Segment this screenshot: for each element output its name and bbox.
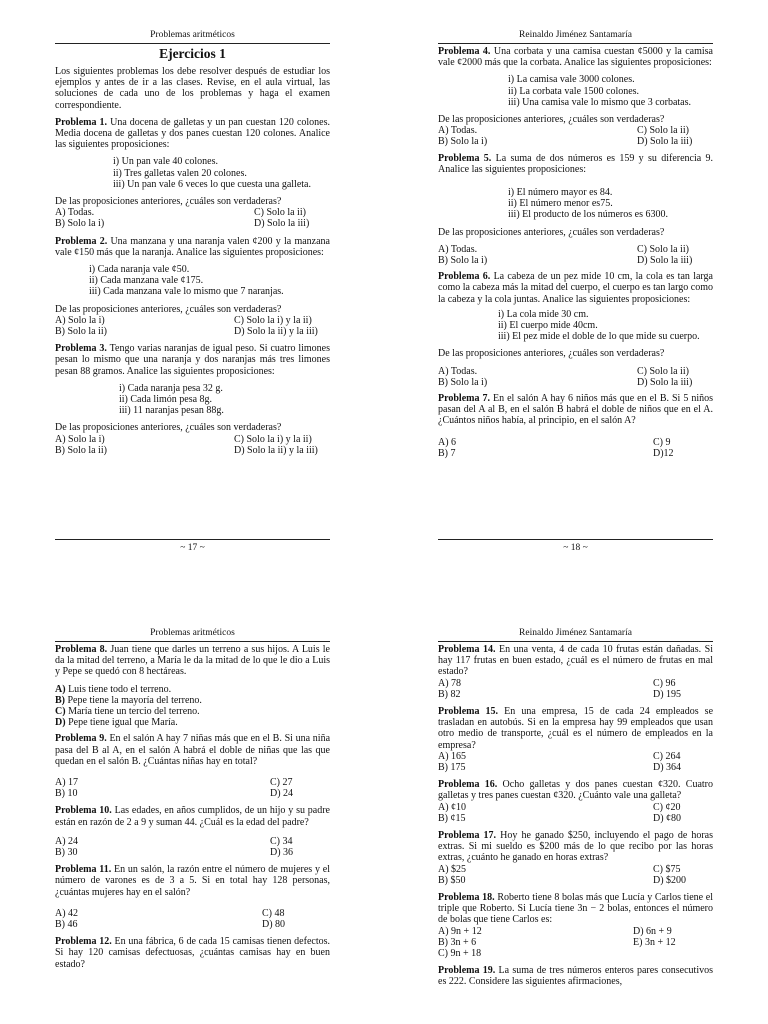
page-header: Reinaldo Jiménez Santamaría bbox=[438, 30, 713, 44]
question-text: De las proposiciones anteriores, ¿cuáles son verdaderas? bbox=[55, 303, 282, 315]
answer-options: A) ¢10 C) ¢20 B) ¢15 D) ¢80 bbox=[438, 801, 682, 824]
problem-18: Problema 18. Roberto tiene 8 bolas más que Lucía y Carlos tiene el triple que Roberto. Si Lucía tiene 3n − 2 bolas, entonces el número de bolas que tiene Carlos es: bbox=[438, 892, 713, 926]
answer-options: A) Todas. C) Solo la ii) B) Solo la i) D) Solo la iii) bbox=[438, 125, 693, 148]
page-number: ~ 17 ~ bbox=[55, 539, 330, 554]
problem-19: Problema 19. La suma de tres números enteros pares consecutivos es 222. Considere las siguientes afirmaciones, bbox=[438, 965, 713, 988]
problem-7: Problema 7. En el salón A hay 6 niños más que en el B. Si 5 niños pasan del A al B, en el salón B habrá el doble de niños que en el A. ¿Cuántos niños había, al principio, en el salón A? bbox=[438, 393, 713, 427]
problem-14: Problema 14. En una venta, 4 de cada 10 frutas están dañadas. Si hay 117 frutas en buen estado, ¿cuál es el número de frutas en mal estado? bbox=[438, 644, 713, 678]
answer-options: A) Todas. C) Solo la ii) B) Solo la i) D) Solo la iii) bbox=[55, 207, 310, 230]
answer-options: A) 9n + 12 D) 6n + 9 B) 3n + 6 E) 3n + 12 C) 9n + 18 bbox=[438, 925, 676, 960]
propositions: i) Cada naranja vale ¢50. ii) Cada manzana vale ¢175. iii) Cada manzana vale lo mismo que 7 naranjas. bbox=[89, 264, 284, 298]
page-19 bbox=[55, 628, 330, 1024]
problem-3: Problema 3. Tengo varias naranjas de igual peso. Si cuatro limones pesan lo mismo que una naranja y dos naranjas más tres limones pesan 88 gramos. Analice las siguientes proposiciones: bbox=[55, 343, 331, 377]
answer-options: A) $25 C) $75 B) $50 D) $200 bbox=[438, 863, 687, 886]
problem-2: Problema 2. Una manzana y una naranja valen ¢200 y la manzana vale ¢150 más que la naranja. Analice las siguientes proposiciones: bbox=[55, 235, 330, 258]
answer-options: A) Solo la i) C) Solo la i) y la ii) B) Solo la ii) D) Solo la ii) y la iii) bbox=[55, 433, 318, 456]
page-header: Reinaldo Jiménez Santamaría bbox=[438, 628, 713, 642]
answer-options: A) 24 C) 34 B) 30 D) 36 bbox=[55, 835, 294, 859]
problem-6: Problema 6. La cabeza de un pez mide 10 cm, la cola es tan larga como la cabeza más la mitad del cuerpo, el cuerpo es tan largo como la cabeza y la cola juntas. Analice las siguientes proposiciones: bbox=[438, 271, 713, 305]
page-18 bbox=[438, 30, 713, 560]
answer-options: A) 6 C) 9 B) 7 D)12 bbox=[438, 436, 674, 459]
propositions: i) Un pan vale 40 colones. ii) Tres galletas valen 20 colones. iii) Un pan vale 6 veces lo que cuesta una galleta. bbox=[113, 156, 311, 190]
answer-options: A) Luis tiene todo el terreno. B) Pepe tiene la mayoría del terreno. C) María tiene un tercio del terreno. D) Pepe tiene igual que María. bbox=[55, 683, 202, 729]
problem-11: Problema 11. En un salón, la razón entre el número de mujeres y el número de varones es de 3 a 5. Si en total hay 128 personas, ¿cuántas mujeres hay en el salón? bbox=[55, 864, 330, 898]
answer-options: A) Todas. C) Solo la ii) B) Solo la i) D) Solo la iii) bbox=[438, 365, 693, 388]
problem-12: Problema 12. En una fábrica, 6 de cada 15 camisas tienen defectos. Si hay 120 camisas defectuosas, ¿cuántas camisas hay en buen estado? bbox=[55, 936, 330, 970]
problem-17: Problema 17. Hoy he ganado $250, incluyendo el pago de horas extras. Si mi sueldo es $200 más de lo que recibo por las horas extras, ¿cuánto he ganado en horas extras? bbox=[438, 830, 713, 864]
question-text: De las proposiciones anteriores, ¿cuáles son verdaderas? bbox=[438, 348, 665, 360]
answer-options: A) 78 C) 96 B) 82 D) 195 bbox=[438, 677, 682, 700]
problem-15: Problema 15. En una empresa, 15 de cada 24 empleados se trasladan en autobús. Si en la empresa hay 99 empleados que usan otro medio de transporte, ¿cuál es el número de empleados en la empresa? bbox=[438, 706, 713, 751]
page-20 bbox=[438, 628, 713, 1024]
answer-options: A) Todas. C) Solo la ii) B) Solo la i) D) Solo la iii) bbox=[438, 243, 693, 267]
propositions: i) Cada naranja pesa 32 g. ii) Cada limón pesa 8g. iii) 11 naranjas pesan 88g. bbox=[119, 382, 224, 417]
page-header: Problemas aritméticos bbox=[55, 30, 330, 44]
problem-16: Problema 16. Ocho galletas y dos panes cuestan ¢320. Cuatro galletas y tres panes cuestan ¢320. ¿Cuánto vale una galleta? bbox=[438, 779, 713, 802]
question-text: De las proposiciones anteriores, ¿cuáles son verdaderas? bbox=[438, 114, 665, 126]
problem-9: Problema 9. En el salón A hay 7 niñas más que en el B. Si una niña pasa del B al A, en el salón A habrá el doble de niñas que las que quedan en el salón B. ¿Cuántas niñas hay en total? bbox=[55, 733, 330, 767]
page-header: Problemas aritméticos bbox=[55, 628, 330, 642]
answer-options: A) 17 C) 27 B) 10 D) 24 bbox=[55, 777, 294, 800]
propositions: i) La cola mide 30 cm. ii) El cuerpo mide 40cm. iii) El pez mide el doble de lo que mide su cuerpo. bbox=[498, 308, 700, 343]
propositions: i) El número mayor es 84. ii) El número menor es75. iii) El producto de los números es 6300. bbox=[508, 187, 668, 221]
page-number: ~ 18 ~ bbox=[438, 539, 713, 554]
problem-8: Problema 8. Juan tiene que darles un terreno a sus hijos. A Luis le da la mitad del terreno, a María le da la mitad de lo que le dio a Luis y Pepe se quedó con 8 hectáreas. bbox=[55, 644, 330, 678]
propositions: i) La camisa vale 3000 colones. ii) La corbata vale 1500 colones. iii) Una camisa vale lo mismo que 3 corbatas. bbox=[508, 74, 692, 108]
answer-options: A) 165 C) 264 B) 175 D) 364 bbox=[438, 750, 682, 774]
problem-5: Problema 5. La suma de dos números es 159 y su diferencia 9. Analice las siguientes proposiciones: bbox=[438, 152, 713, 175]
answer-options: A) Solo la i) C) Solo la i) y la ii) B) Solo la ii) D) Solo la ii) y la iii) bbox=[55, 314, 318, 338]
intro-text: Los siguientes problemas los debe resolver después de estudiar los ejemplos y antes de ir a las clases. Revise, en el aula virtual, las soluciones de cada uno de los problemas y haga el examen correspondiente. bbox=[55, 66, 330, 111]
problem-10: Problema 10. Las edades, en años cumplidos, de un hijo y su padre están en razón de 2 a 9 y suman 44. ¿Cuál es la edad del padre? bbox=[55, 805, 330, 828]
section-title: Ejercicios 1 bbox=[159, 46, 226, 61]
question-text: De las proposiciones anteriores, ¿cuáles son verdaderas? bbox=[55, 196, 282, 208]
problem-4: Problema 4. Una corbata y una camisa cuestan ¢5000 y la camisa vale ¢2000 más que la corbata. Analice las siguientes proposiciones: bbox=[438, 46, 713, 69]
answer-options: A) 42 C) 48 B) 46 D) 80 bbox=[55, 907, 286, 931]
page-17 bbox=[55, 30, 330, 560]
question-text: De las proposiciones anteriores, ¿cuáles son verdaderas? bbox=[55, 422, 282, 434]
problem-1: Problema 1. Una docena de galletas y un pan cuestan 120 colones. Media docena de galletas y dos panes cuestan 120 colones. Analice las siguientes proposiciones: bbox=[55, 116, 330, 151]
question-text: De las proposiciones anteriores, ¿cuáles son verdaderas? bbox=[438, 226, 665, 238]
